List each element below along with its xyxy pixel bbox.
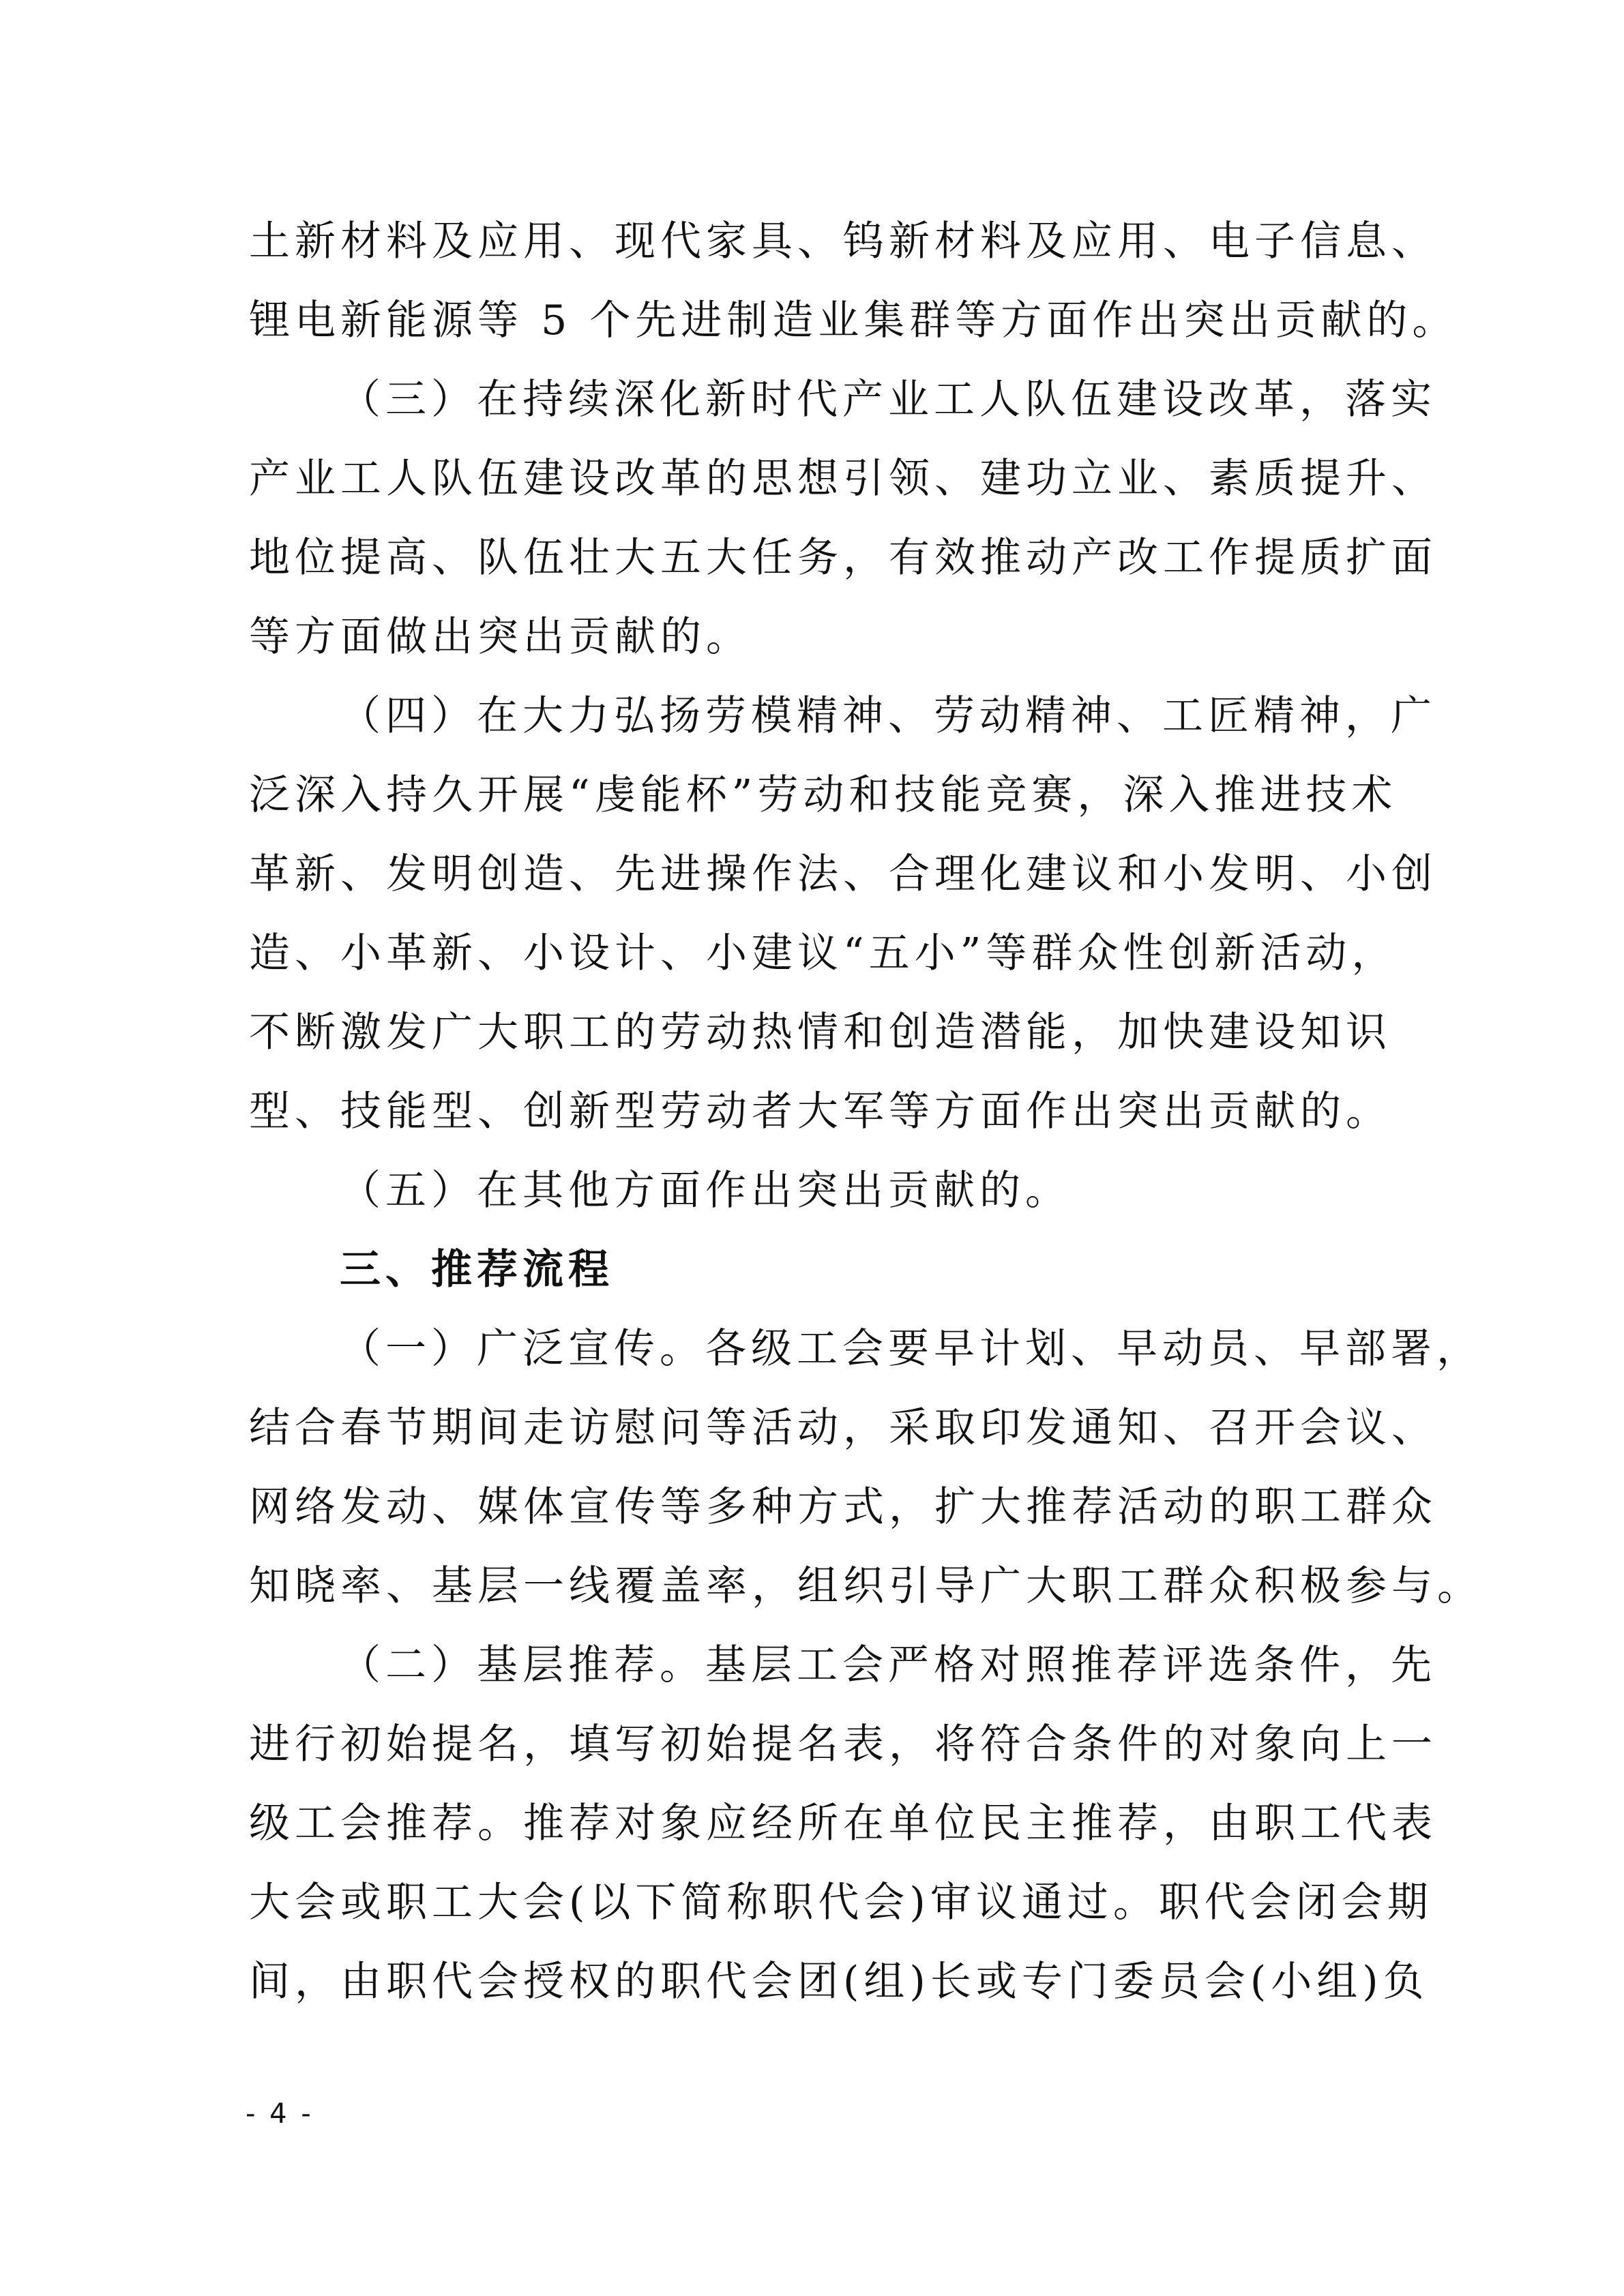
section-heading: 三、推荐流程 [340, 1246, 614, 1294]
paragraph-line-4: （四）在大力弘扬劳模精神、劳动精神、工匠精神，广 [340, 692, 1436, 740]
body-text-line: 进行初始提名，填写初始提名表，将符合条件的对象向上一 [249, 1720, 1437, 1768]
body-text-line: 造、小革新、小设计、小建议“五小”等群众性创新活动， [249, 929, 1398, 977]
body-text-line: 级工会推荐。推荐对象应经所在单位民主推荐，由职工代表 [249, 1800, 1437, 1847]
body-text-line: 间，由职代会授权的职代会团(组)长或专门委员会(小组)负 [249, 1958, 1429, 2006]
body-text-line: 革新、发明创造、先进操作法、合理化建议和小发明、小创 [249, 850, 1437, 898]
body-text-line: 结合春节期间走访慰问等活动，采取印发通知、召开会议、 [249, 1404, 1437, 1452]
body-text-line: 地位提高、队伍壮大五大任务，有效推动产改工作提质扩面 [249, 534, 1437, 582]
paragraph-line-5: （五）在其他方面作出突出贡献的。 [340, 1167, 1071, 1214]
page-number: - 4 - [246, 2098, 314, 2130]
body-text-line: 网络发动、媒体宣传等多种方式，扩大推荐活动的职工群众 [249, 1483, 1437, 1531]
paragraph-line-3: （三）在持续深化新时代产业工人队伍建设改革，落实 [340, 376, 1436, 423]
body-text-line: 等方面做出突出贡献的。 [249, 613, 752, 661]
body-text-line: 土新材料及应用、现代家具、钨新材料及应用、电子信息、 [249, 218, 1437, 265]
paragraph-line-1: （一）广泛宣传。各级工会要早计划、早动员、早部署， [340, 1325, 1482, 1373]
body-text-line: 泛深入持久开展“虔能杯”劳动和技能竞赛，深入推进技术 [249, 771, 1398, 819]
body-text-line: 型、技能型、创新型劳动者大军等方面作出突出贡献的。 [249, 1088, 1391, 1135]
body-text-line: 锂电新能源等 5 个先进制造业集群等方面作出突出贡献的。 [249, 297, 1458, 344]
body-text-line: 不断激发广大职工的劳动热情和创造潜能，加快建设知识 [249, 1009, 1391, 1056]
body-text-line: 知晓率、基层一线覆盖率，组织引导广大职工群众积极参与。 [249, 1562, 1483, 1610]
paragraph-line-2: （二）基层推荐。基层工会严格对照推荐评选条件，先 [340, 1641, 1436, 1689]
body-text-line: 大会或职工大会(以下简称职代会)审议通过。职代会闭会期 [249, 1879, 1433, 1926]
body-text-line: 产业工人队伍建设改革的思想引领、建功立业、素质提升、 [249, 455, 1437, 503]
